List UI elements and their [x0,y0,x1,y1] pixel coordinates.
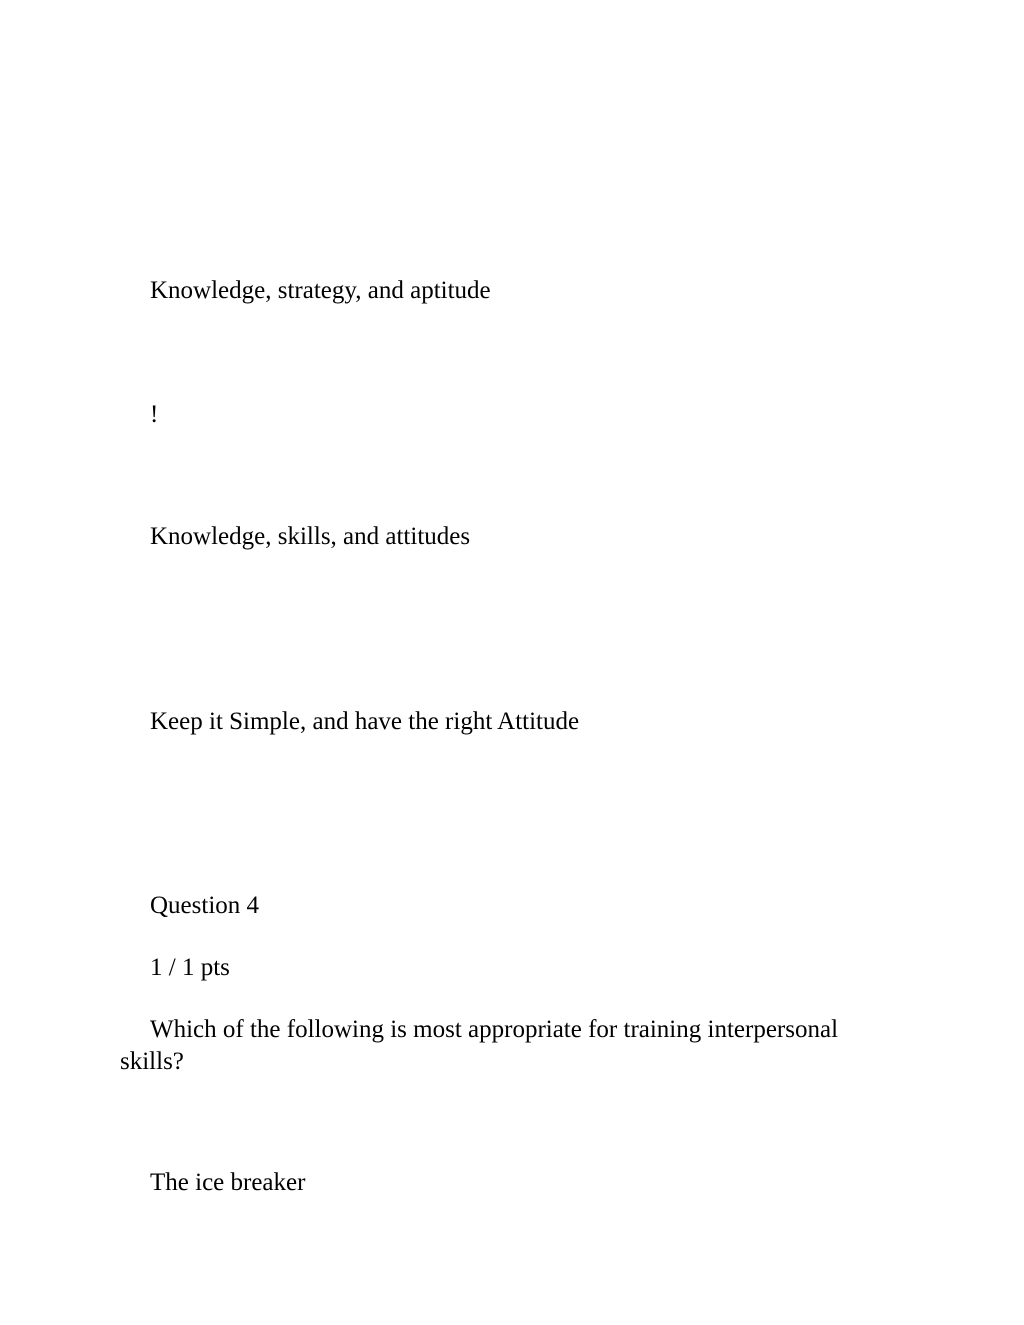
correct-answer-marker: ! [150,401,159,428]
answer-option-knowledge-strategy-aptitude: Knowledge, strategy, and aptitude [150,277,491,304]
question-points: 1 / 1 pts [150,954,230,981]
question-label: Question 4 [150,892,260,919]
answer-option-ice-breaker: The ice breaker [150,1169,306,1196]
question-text: Which of the following is most appropriate for training interpersonal skills? [120,1016,839,1075]
answer-option-knowledge-skills-attitudes: Knowledge, skills, and attitudes [150,523,471,550]
answer-option-keep-it-simple: Keep it Simple, and have the right Attitude [150,708,580,735]
